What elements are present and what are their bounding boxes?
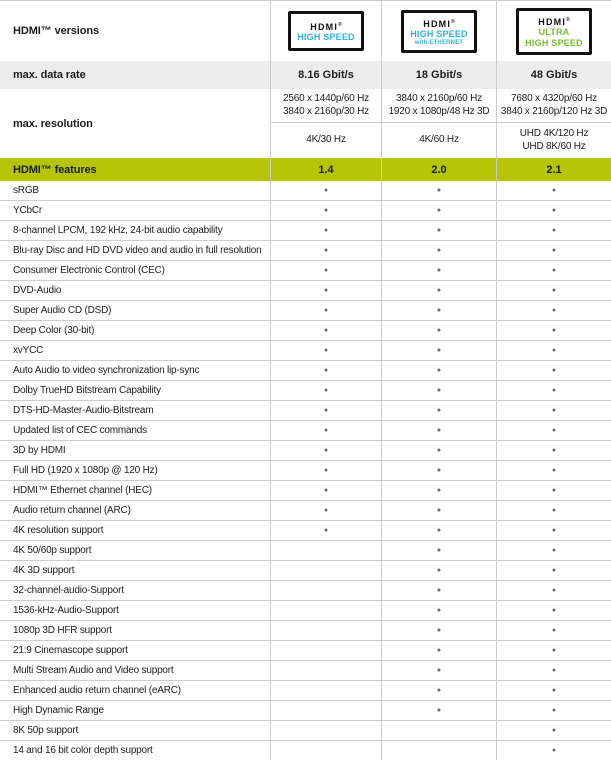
support-dot-hdmi20: ● [381, 601, 496, 620]
support-dot-hdmi14 [270, 641, 381, 660]
support-dot-hdmi14 [270, 701, 381, 720]
support-dot-hdmi20: ● [381, 521, 496, 540]
table-row [0, 261, 611, 281]
feature-label: HDMI™ Ethernet channel (HEC) [13, 485, 152, 496]
support-dot-hdmi14 [270, 561, 381, 580]
support-dot-hdmi21: ● [496, 681, 611, 700]
support-dot-hdmi21: ● [496, 341, 611, 360]
table-row [0, 441, 611, 461]
support-dot-hdmi20: ● [381, 381, 496, 400]
feature-label: Full HD (1920 x 1080p @ 120 Hz) [13, 465, 158, 476]
version-number-hdmi14: 1.4 [270, 158, 381, 181]
table-row [0, 321, 611, 341]
support-dot-hdmi20: ● [381, 581, 496, 600]
support-dot-hdmi21: ● [496, 501, 611, 520]
table-row [0, 221, 611, 241]
support-dot-hdmi21: ● [496, 741, 611, 760]
feature-label: 4K 3D support [13, 565, 75, 576]
table-row [0, 561, 611, 581]
support-dot-hdmi20: ● [381, 361, 496, 380]
table-row [0, 681, 611, 701]
table-row [0, 641, 611, 661]
feature-label: 4K resolution support [13, 525, 104, 536]
hdmi-logo: HDMI® [310, 22, 342, 32]
resolution-values [270, 89, 611, 158]
support-dot-hdmi20: ● [381, 261, 496, 280]
table-row [0, 741, 611, 760]
table-row [0, 421, 611, 441]
support-dot-hdmi14: ● [270, 461, 381, 480]
table-row [0, 301, 611, 321]
support-dot-hdmi21: ● [496, 661, 611, 680]
support-dot-hdmi20: ● [381, 421, 496, 440]
features-header-row [0, 158, 611, 181]
support-dot-hdmi14 [270, 721, 381, 740]
hdmi14-column-header [270, 1, 381, 61]
hdmi-logo: HDMI® [538, 16, 570, 27]
support-dot-hdmi20: ● [381, 561, 496, 580]
table-row [0, 381, 611, 401]
table-row [0, 361, 611, 381]
support-dot-hdmi21: ● [496, 261, 611, 280]
table-row [0, 341, 611, 361]
support-dot-hdmi21: ● [496, 361, 611, 380]
feature-label: xvYCC [13, 345, 44, 356]
support-dot-hdmi14: ● [270, 381, 381, 400]
versions-row [0, 1, 611, 61]
hdmi-high-speed-badge [288, 11, 364, 51]
support-dot-hdmi21: ● [496, 181, 611, 200]
hdmi21-column-header [496, 1, 611, 61]
support-dot-hdmi21: ● [496, 321, 611, 340]
support-dot-hdmi21: ● [496, 481, 611, 500]
table-row [0, 481, 611, 501]
support-dot-hdmi21: ● [496, 401, 611, 420]
table-row [0, 241, 611, 261]
feature-label: High Dynamic Range [13, 705, 104, 716]
feature-label: Blu-ray Disc and HD DVD video and audio in full resolution [13, 245, 262, 256]
feature-label: Enhanced audio return channel (eARC) [13, 685, 181, 696]
resolution-label: max. resolution [13, 117, 93, 130]
support-dot-hdmi14: ● [270, 401, 381, 420]
data-rate-hdmi21: 48 Gbit/s [496, 61, 611, 89]
support-dot-hdmi21: ● [496, 441, 611, 460]
support-dot-hdmi14: ● [270, 341, 381, 360]
support-dot-hdmi21: ● [496, 601, 611, 620]
support-dot-hdmi14: ● [270, 241, 381, 260]
hdmi-high-speed-ethernet-badge [401, 10, 477, 53]
support-dot-hdmi21: ● [496, 241, 611, 260]
feature-label: Multi Stream Audio and Video support [13, 665, 174, 676]
support-dot-hdmi14: ● [270, 301, 381, 320]
support-dot-hdmi20: ● [381, 701, 496, 720]
feature-label: Audio return channel (ARC) [13, 505, 131, 516]
support-dot-hdmi21: ● [496, 521, 611, 540]
support-dot-hdmi20: ● [381, 401, 496, 420]
resolution-secondary-hdmi20: 4K/60 Hz [381, 123, 496, 158]
support-dot-hdmi20: ● [381, 441, 496, 460]
support-dot-hdmi14 [270, 601, 381, 620]
feature-label: 1080p 3D HFR support [13, 625, 112, 636]
feature-label: Updated list of CEC commands [13, 425, 147, 436]
support-dot-hdmi21: ● [496, 281, 611, 300]
support-dot-hdmi14: ● [270, 501, 381, 520]
support-dot-hdmi21: ● [496, 381, 611, 400]
support-dot-hdmi21: ● [496, 561, 611, 580]
support-dot-hdmi14: ● [270, 421, 381, 440]
support-dot-hdmi20: ● [381, 661, 496, 680]
support-dot-hdmi20: ● [381, 321, 496, 340]
feature-label: YCbCr [13, 205, 43, 216]
feature-label: Dolby TrueHD Bitstream Capability [13, 385, 161, 396]
support-dot-hdmi20: ● [381, 481, 496, 500]
table-row [0, 721, 611, 741]
features-header-label: HDMI™ features [13, 163, 97, 176]
feature-label: Consumer Electronic Control (CEC) [13, 265, 165, 276]
badge-speed-label: HIGH SPEED [297, 32, 355, 42]
feature-label: 21:9 Cinemascope support [13, 645, 128, 656]
support-dot-hdmi21: ● [496, 541, 611, 560]
support-dot-hdmi14: ● [270, 481, 381, 500]
table-row [0, 661, 611, 681]
support-dot-hdmi21: ● [496, 301, 611, 320]
feature-label: 4K 50/60p support [13, 545, 92, 556]
support-dot-hdmi14: ● [270, 361, 381, 380]
data-rate-row [0, 61, 611, 89]
feature-label: 8-channel LPCM, 192 kHz, 24-bit audio capability [13, 225, 223, 236]
table-row [0, 181, 611, 201]
version-number-hdmi20: 2.0 [381, 158, 496, 181]
hdmi-logo: HDMI® [423, 18, 455, 29]
support-dot-hdmi14: ● [270, 201, 381, 220]
support-dot-hdmi20: ● [381, 201, 496, 220]
support-dot-hdmi14 [270, 661, 381, 680]
feature-label: DTS-HD-Master-Audio-Bitstream [13, 405, 154, 416]
support-dot-hdmi14: ● [270, 221, 381, 240]
support-dot-hdmi21: ● [496, 421, 611, 440]
resolution-secondary-subrow [270, 123, 611, 158]
table-row [0, 461, 611, 481]
table-row [0, 401, 611, 421]
feature-label: 32-channel-audio-Support [13, 585, 124, 596]
table-row [0, 501, 611, 521]
badge-ethernet-label: with ETHERNET [414, 39, 464, 46]
support-dot-hdmi21: ● [496, 641, 611, 660]
resolution-secondary-hdmi21: UHD 4K/120 Hz UHD 8K/60 Hz [496, 123, 611, 158]
table-row [0, 281, 611, 301]
support-dot-hdmi20 [381, 741, 496, 760]
support-dot-hdmi21: ● [496, 721, 611, 740]
support-dot-hdmi14: ● [270, 261, 381, 280]
data-rate-label: max. data rate [13, 69, 86, 81]
table-row [0, 541, 611, 561]
support-dot-hdmi20 [381, 721, 496, 740]
support-dot-hdmi14 [270, 621, 381, 640]
support-dot-hdmi21: ● [496, 621, 611, 640]
support-dot-hdmi14: ● [270, 521, 381, 540]
support-dot-hdmi20: ● [381, 341, 496, 360]
support-dot-hdmi14 [270, 681, 381, 700]
support-dot-hdmi20: ● [381, 541, 496, 560]
feature-label: 14 and 16 bit color depth support [13, 745, 153, 756]
support-dot-hdmi20: ● [381, 641, 496, 660]
support-dot-hdmi20: ● [381, 181, 496, 200]
resolution-row [0, 89, 611, 158]
support-dot-hdmi20: ● [381, 221, 496, 240]
support-dot-hdmi14 [270, 541, 381, 560]
support-dot-hdmi21: ● [496, 461, 611, 480]
support-dot-hdmi14: ● [270, 441, 381, 460]
versions-row-label: HDMI™ versions [13, 25, 100, 37]
feature-label: DVD-Audio [13, 285, 62, 296]
support-dot-hdmi20: ● [381, 241, 496, 260]
table-row [0, 701, 611, 721]
support-dot-hdmi21: ● [496, 581, 611, 600]
badge-speed-label: HIGH SPEED [410, 28, 468, 39]
hdmi20-column-header [381, 1, 496, 61]
feature-label: Super Audio CD (DSD) [13, 305, 112, 316]
support-dot-hdmi21: ● [496, 221, 611, 240]
support-dot-hdmi20: ● [381, 461, 496, 480]
resolution-primary-hdmi21: 7680 x 4320p/60 Hz 3840 x 2160p/120 Hz 3D [496, 89, 611, 122]
support-dot-hdmi21: ● [496, 701, 611, 720]
table-row [0, 521, 611, 541]
data-rate-hdmi20: 18 Gbit/s [381, 61, 496, 89]
resolution-primary-hdmi14: 2560 x 1440p/60 Hz 3840 x 2160p/30 Hz [270, 89, 381, 122]
table-row [0, 621, 611, 641]
support-dot-hdmi14: ● [270, 181, 381, 200]
feature-label: 1536-kHz-Audio-Support [13, 605, 119, 616]
hdmi-ultra-high-speed-badge [516, 8, 592, 55]
support-dot-hdmi14 [270, 741, 381, 760]
resolution-primary-subrow [270, 89, 611, 123]
table-row [0, 601, 611, 621]
feature-label: 3D by HDMI [13, 445, 66, 456]
badge-ultra-label: ULTRA [538, 26, 570, 37]
support-dot-hdmi20: ● [381, 681, 496, 700]
feature-label: 8K 50p support [13, 725, 79, 736]
version-number-hdmi21: 2.1 [496, 158, 611, 181]
resolution-secondary-hdmi14: 4K/30 Hz [270, 123, 381, 158]
table-row [0, 201, 611, 221]
feature-label: Deep Color (30-bit) [13, 325, 95, 336]
support-dot-hdmi14: ● [270, 281, 381, 300]
support-dot-hdmi20: ● [381, 281, 496, 300]
support-dot-hdmi20: ● [381, 301, 496, 320]
table-row [0, 581, 611, 601]
support-dot-hdmi14: ● [270, 321, 381, 340]
resolution-primary-hdmi20: 3840 x 2160p/60 Hz 1920 x 1080p/48 Hz 3D [381, 89, 496, 122]
support-dot-hdmi21: ● [496, 201, 611, 220]
data-rate-hdmi14: 8.16 Gbit/s [270, 61, 381, 89]
badge-speed-label: HIGH SPEED [525, 37, 583, 48]
feature-label: sRGB [13, 185, 39, 196]
feature-label: Auto Audio to video synchronization lip-sync [13, 365, 200, 376]
support-dot-hdmi20: ● [381, 501, 496, 520]
support-dot-hdmi14 [270, 581, 381, 600]
support-dot-hdmi20: ● [381, 621, 496, 640]
